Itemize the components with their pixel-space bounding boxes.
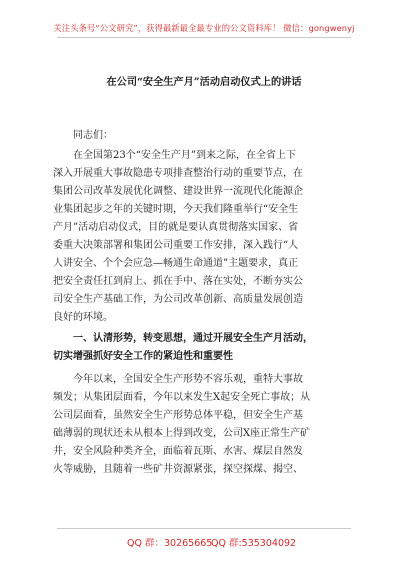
body-line: 产月”活动启动仪式，目的就是要认真贯彻落实国家、省 <box>53 222 299 233</box>
section-heading: 切实增强抓好安全工作的紧迫性和重要性 <box>53 351 233 362</box>
footer-divider <box>57 528 351 529</box>
section-heading: 一、认清形势，转变思想，通过开展安全生产月活动， <box>73 333 313 344</box>
body-line: 深入开展重大事故隐患专项排查整治行动的重要节点，在 <box>53 168 303 179</box>
footer-qq-group-1: QQ 群：30265665 <box>127 538 213 549</box>
body-line: 司安全生产基础工作，为公司改革创新、高质量发展创造 <box>53 294 303 305</box>
body-line: 良好的环境。 <box>53 312 113 323</box>
body-line: 业集团起步之年的关键时期，今天我们隆重举行“安全生 <box>53 204 299 215</box>
document-title: 在公司“安全生产月”活动启动仪式上的讲话 <box>106 76 302 88</box>
top-banner: 关注头条号“公文研究”，获得最新最全最专业的公文资料库！ 微信：gongwenyj <box>53 23 355 33</box>
body-line: 委重大决策部署和集团公司重要工作安排，深入践行“人 <box>53 240 299 251</box>
body-line: 础薄弱的现状还未从根本上得到改变，公司X座正常生产矿 <box>53 428 311 439</box>
body-line: 井，安全风险种类齐全，面临着瓦斯、水害、煤层自然发 <box>53 446 303 457</box>
body-line: 集团公司改革发展优化调整、建设世界一流现代化能源企 <box>53 186 303 197</box>
body-line: 公司层面看，虽然安全生产形势总体平稳，但安全生产基 <box>53 410 303 421</box>
body-line: 火等威胁，且随着一些矿井资源紧张，探空探煤、揭空、 <box>53 464 303 475</box>
body-line: 频发；从集团层面看，今年以来发生X起安全死亡事故；从 <box>53 392 311 403</box>
body-line: 在全国第23个“安全生产月”到来之际，在全省上下 <box>73 150 296 161</box>
footer-qq-group-2: QQ 群:535304092 <box>211 538 297 549</box>
body-line: 今年以来，全国安全生产形势不容乐观，重特大事故 <box>73 374 303 385</box>
body-line: 把安全责任扛到肩上、抓在手中、落在实处，不断夯实公 <box>53 276 303 287</box>
body-line: 人讲安全、个个会应急—畅通生命通道”主题要求，真正 <box>53 258 299 269</box>
header-divider <box>57 37 351 38</box>
salutation: 同志们： <box>73 130 113 141</box>
